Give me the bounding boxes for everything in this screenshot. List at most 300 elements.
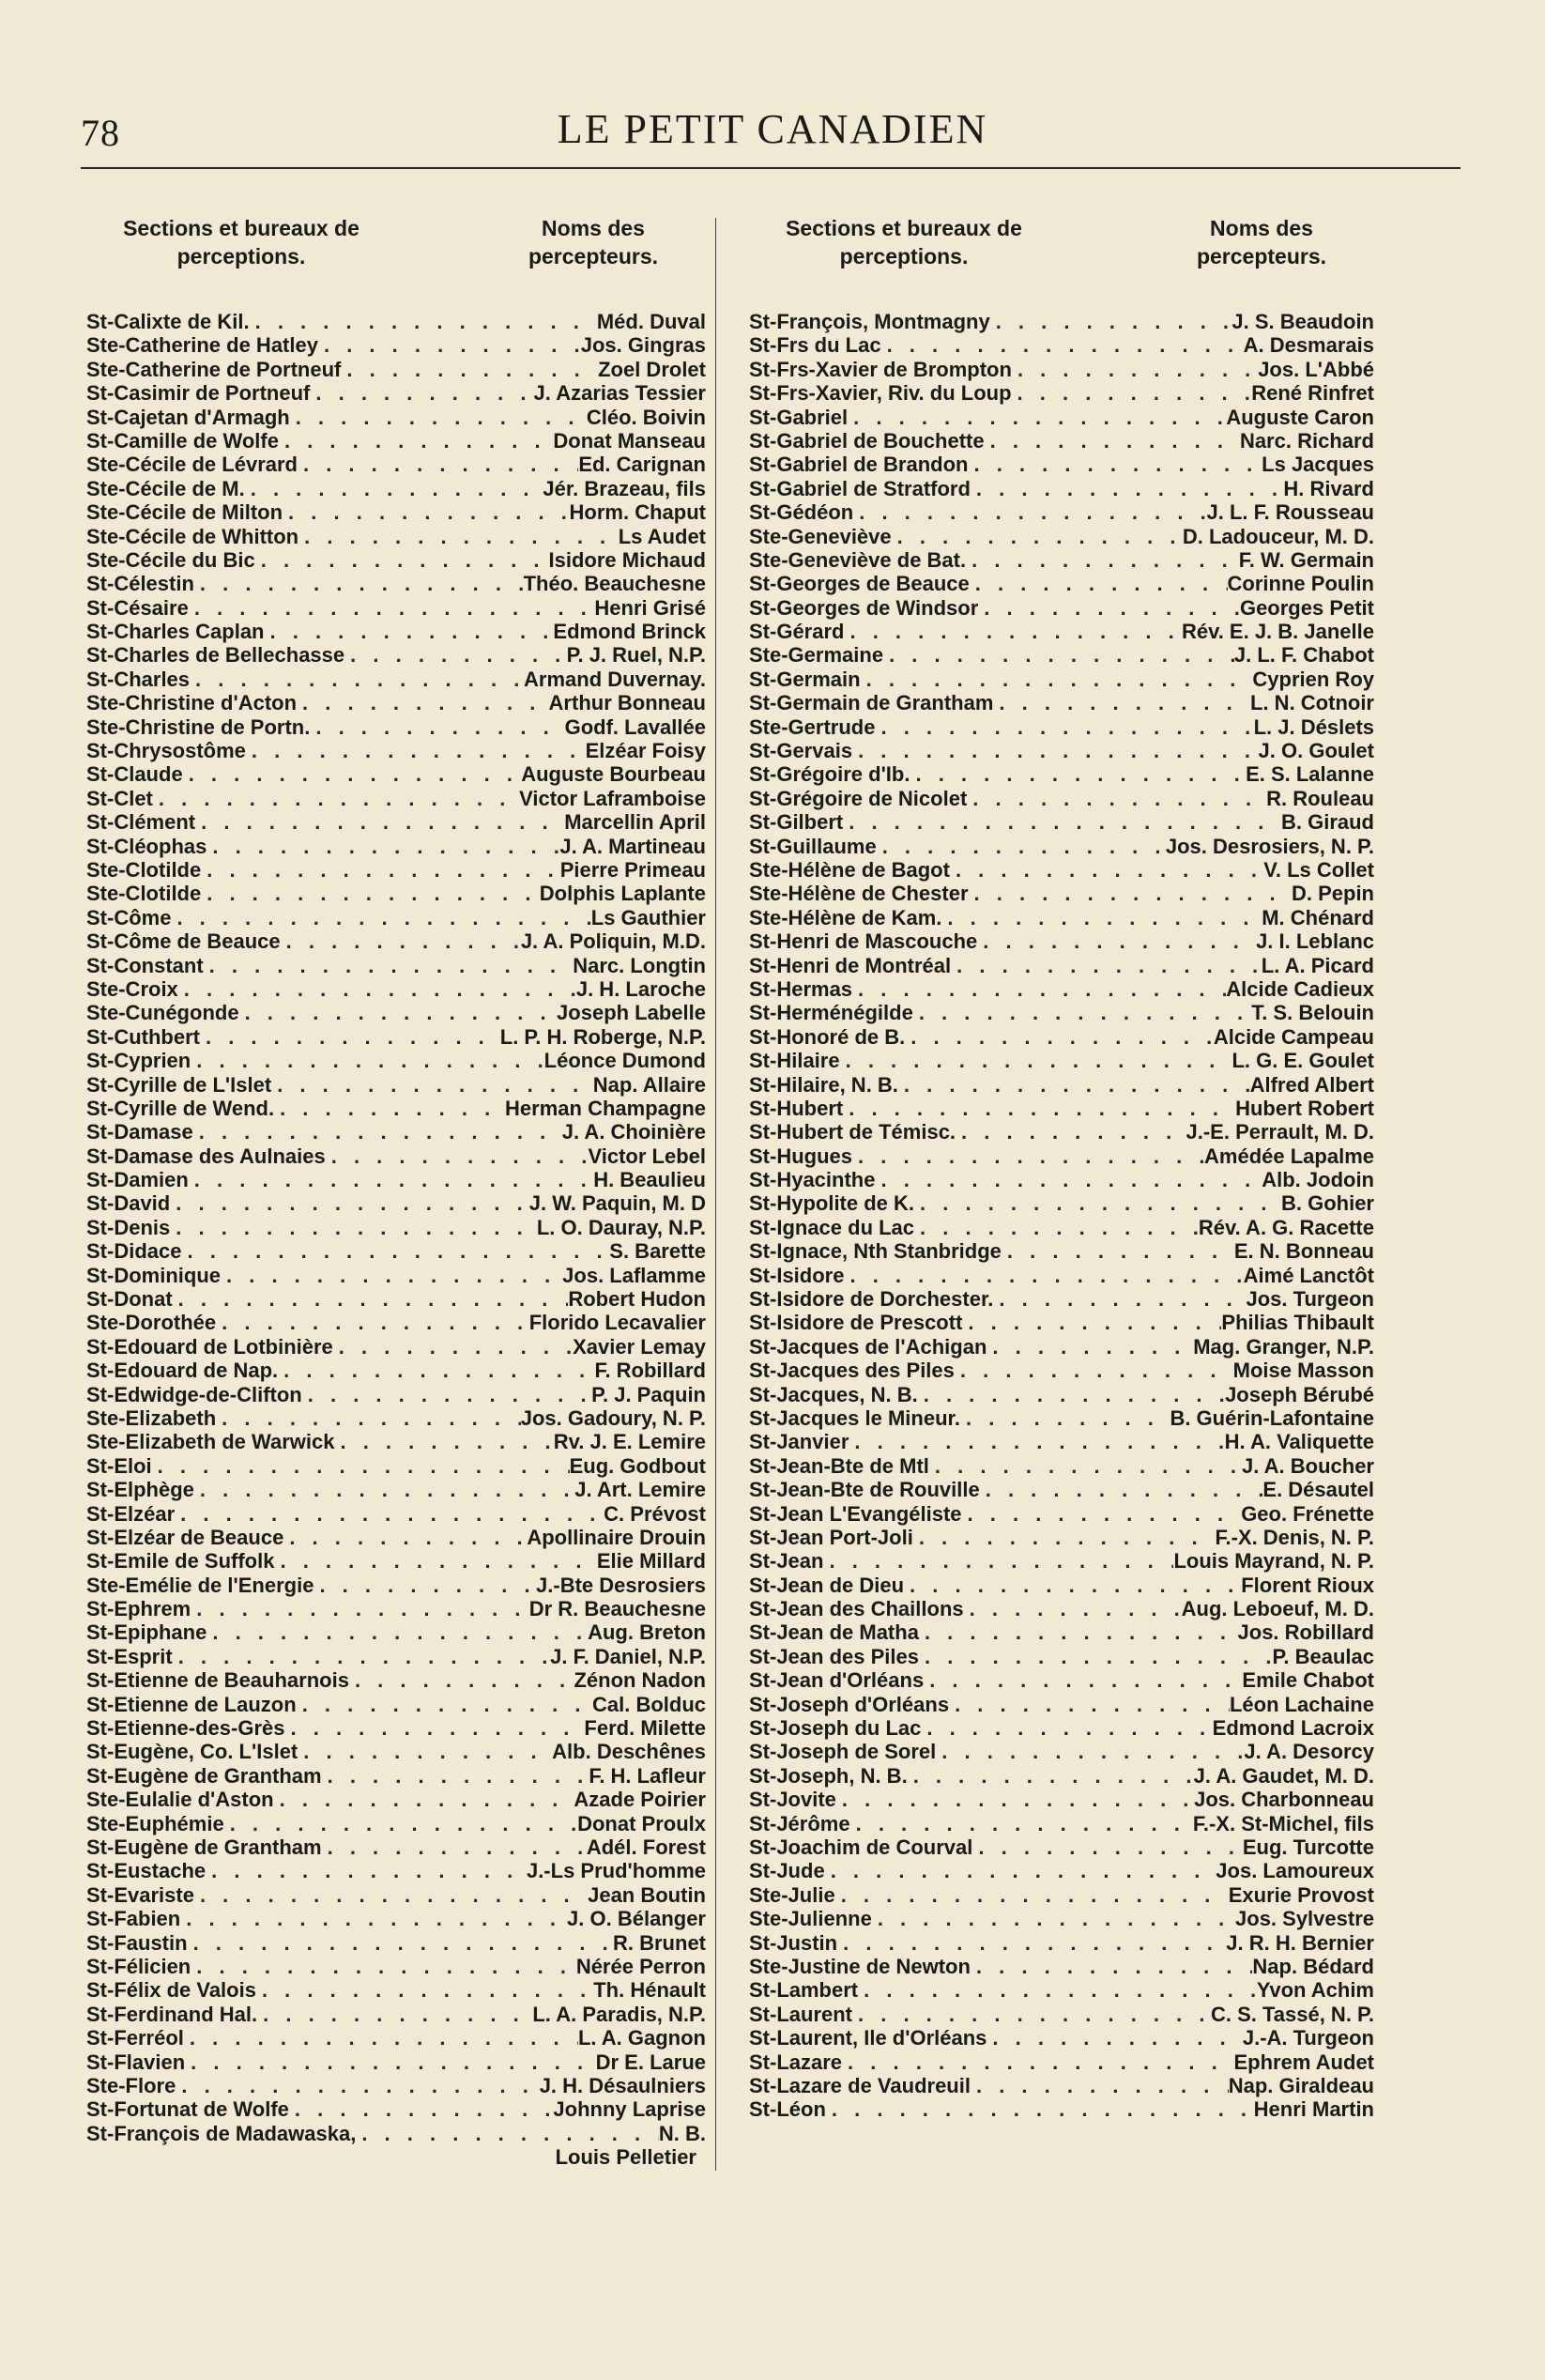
entry-row: [86, 1907, 706, 1930]
entry-row: [749, 739, 1374, 762]
entry-row: [86, 1883, 706, 1907]
entry-row: [86, 858, 706, 882]
dot-leader: [333, 1335, 573, 1359]
dot-leader: [298, 453, 578, 476]
collector-name: B. Giraud: [1280, 810, 1374, 835]
section-name: St-Jovite: [749, 1788, 836, 1812]
dot-leader: [201, 882, 540, 905]
section-name: St-Côme: [86, 905, 172, 929]
section-name: St-Laurent: [749, 2002, 852, 2026]
section-name: St-Isidore de Dorchester.: [749, 1287, 994, 1312]
collector-name: C. S. Tassé, N. P.: [1210, 2002, 1374, 2026]
collector-name: J. H. Désaulniers: [539, 2073, 706, 2097]
entry-row: [86, 739, 706, 762]
dot-leader: [190, 668, 524, 691]
dot-leader: [185, 2050, 595, 2074]
section-name: St-Cyrille de L'Islet: [86, 1072, 272, 1097]
dot-leader: [914, 1216, 1199, 1239]
section-name: St-Flavien: [86, 2050, 186, 2074]
dot-leader: [193, 1120, 562, 1144]
collector-name: Aimé Lanctôt: [1243, 1263, 1374, 1287]
dot-leader: [971, 477, 1283, 500]
entry-row: [749, 453, 1374, 476]
collectors-heading: Noms des percepteurs.: [528, 216, 659, 269]
dot-leader: [950, 858, 1263, 882]
dot-leader: [919, 1645, 1273, 1668]
entry-row: [86, 2050, 706, 2074]
dot-leader: [836, 1788, 1194, 1811]
section-name: St-Gervais: [749, 739, 853, 763]
section-name: St-Cléophas: [86, 834, 207, 858]
entry-row: [749, 1502, 1374, 1526]
entry-row: [86, 1454, 706, 1478]
collector-name: Aug. Leboeuf, M. D.: [1181, 1597, 1374, 1621]
entry-row: [749, 1788, 1374, 1811]
section-name: St-Cuthbert: [86, 1024, 200, 1049]
section-name: St-Guillaume: [749, 834, 877, 858]
collector-name: Hubert Robert: [1235, 1096, 1374, 1120]
dot-leader: [969, 882, 1292, 905]
dot-leader: [290, 406, 587, 429]
dot-leader: [980, 1478, 1263, 1501]
collector-name: Robert Hudon: [568, 1287, 706, 1312]
entry-row: [86, 1144, 706, 1168]
collector-name: Léonce Dumond: [543, 1049, 706, 1073]
dot-leader: [949, 1693, 1230, 1716]
entry-row: [86, 2003, 706, 2026]
dot-leader: [962, 1502, 1242, 1526]
section-name: St-Jacques le Mineur.: [749, 1405, 960, 1430]
collector-name: Nérée Perron: [575, 1954, 706, 1978]
dot-leader: [191, 1597, 528, 1620]
entry-row: [86, 1740, 706, 1763]
section-name: Ste-Julie: [749, 1882, 835, 1907]
collector-name: Xavier Lemay: [573, 1334, 706, 1359]
dot-leader: [852, 739, 1258, 762]
section-name: St-Césaire: [86, 595, 189, 620]
section-name: St-Joseph d'Orléans: [749, 1692, 950, 1716]
dot-leader: [297, 691, 549, 714]
entry-row: [749, 1907, 1374, 1930]
section-name: St-Charles de Bellechasse: [86, 643, 345, 668]
dot-leader: [990, 310, 1232, 333]
collector-name: Jos. Robillard: [1237, 1620, 1374, 1645]
entry-row: [86, 1264, 706, 1287]
entry-row: [86, 1716, 706, 1740]
collector-name: Georges Petit: [1239, 595, 1374, 620]
entry-row: [749, 643, 1374, 667]
section-name: St-Jean de Dieu: [749, 1573, 905, 1597]
dot-leader: [326, 1144, 589, 1168]
dot-leader: [265, 620, 554, 643]
collector-name: Auguste Caron: [1226, 405, 1374, 429]
entry-row: [86, 1835, 706, 1859]
collector-name: Auguste Bourbeau: [521, 762, 706, 787]
dot-leader: [924, 1668, 1242, 1692]
collector-name: J. Art. Lemire: [574, 1478, 706, 1502]
entry-row: [749, 1287, 1374, 1311]
collector-name: Azade Poirier: [574, 1788, 706, 1812]
collector-name: Rév. A. G. Racette: [1198, 1215, 1374, 1239]
dot-leader: [285, 1716, 585, 1740]
entry-row: [749, 1716, 1374, 1740]
section-name: St-Esprit: [86, 1644, 173, 1668]
dot-leader: [281, 929, 521, 953]
section-name: St-Jean L'Evangéliste: [749, 1501, 962, 1526]
dot-leader: [858, 1978, 1257, 2002]
collector-name: F. H. Lafleur: [589, 1763, 706, 1788]
dot-leader: [977, 929, 1256, 953]
collector-name: Zoel Drolet: [598, 357, 706, 381]
collector-name: Isidore Michaud: [548, 547, 706, 572]
entry-row: [749, 2003, 1374, 2026]
entry-row: [86, 787, 706, 810]
collector-name: Armand Duvernay.: [524, 667, 706, 691]
dot-leader: [936, 1740, 1244, 1763]
collector-name: Herman Champagne: [505, 1096, 706, 1120]
section-name: St-Jean des Piles: [749, 1644, 919, 1668]
entry-row: [86, 1978, 706, 2002]
entry-row: [86, 596, 706, 620]
section-name: St-Jude: [749, 1859, 825, 1883]
collector-name: Jos. L'Abbé: [1258, 357, 1374, 381]
section-name: St-Georges de Windsor: [749, 595, 979, 620]
collector-name: Jos. Desrosiers, N. P.: [1165, 834, 1374, 858]
dot-leader: [278, 1359, 594, 1382]
dot-leader: [875, 1168, 1262, 1191]
collector-name: Marcellin April: [564, 810, 706, 835]
entry-row: [749, 2074, 1374, 2097]
dot-leader: [322, 1764, 589, 1788]
collector-name: D. Pepin: [1291, 882, 1374, 906]
entry-row: [86, 1430, 706, 1453]
entry-row: [86, 643, 706, 667]
collector-name: Pierre Primeau: [559, 857, 706, 882]
section-name: St-Damien: [86, 1168, 189, 1192]
section-name: St-Félix de Valois: [86, 1978, 256, 2003]
section-name: Ste-Geneviève: [749, 524, 892, 548]
entry-row: [749, 1335, 1374, 1359]
collector-name: J. W. Paquin, M. D: [528, 1191, 706, 1216]
entry-row: [86, 691, 706, 714]
column-divider: [715, 218, 716, 2171]
collector-name: Horm. Chaput: [569, 500, 706, 525]
dot-leader: [245, 477, 543, 500]
entry-row: [749, 2097, 1374, 2121]
collector-name: Corinne Poulin: [1227, 572, 1374, 596]
collector-name: F.-X. St-Michel, fils: [1192, 1811, 1374, 1835]
collector-name: Léon Lachaine: [1229, 1692, 1374, 1716]
entry-row: [86, 1120, 706, 1144]
collector-name: Godf. Lavallée: [564, 714, 706, 739]
collector-name: Cyprien Roy: [1252, 667, 1374, 691]
collector-name: Ls Audet: [618, 524, 706, 548]
entry-row: [749, 882, 1374, 905]
section-name: St-Gilbert: [749, 810, 844, 835]
dot-leader: [971, 1955, 1252, 1978]
section-name: St-Henri de Mascouche: [749, 929, 978, 954]
section-name: St-Jérôme: [749, 1811, 850, 1835]
dot-leader: [257, 2003, 532, 2026]
entry-row: [749, 500, 1374, 524]
collector-name: L. G. E. Goulet: [1231, 1049, 1374, 1073]
dot-leader: [905, 1025, 1214, 1049]
dot-leader: [298, 525, 619, 548]
entry-row: [86, 1216, 706, 1239]
collector-name: J. A. Choinière: [561, 1120, 706, 1144]
dot-leader: [314, 1574, 536, 1597]
section-name: St-Hyacinthe: [749, 1168, 876, 1192]
dot-leader: [178, 977, 576, 1001]
section-name: St-Gabriel de Stratford: [749, 476, 971, 500]
collector-name: Dr E. Larue: [595, 2050, 706, 2074]
collector-name: Edmond Brinck: [553, 620, 706, 644]
dot-leader: [842, 2050, 1233, 2074]
entry-row: [86, 1311, 706, 1334]
collector-name: F. Robillard: [594, 1359, 706, 1383]
collector-name: Amédée Lapalme: [1204, 1144, 1374, 1168]
entry-row: [86, 1335, 706, 1359]
dot-leader: [987, 2026, 1242, 2050]
dot-leader: [221, 1264, 562, 1287]
dot-leader: [189, 596, 595, 620]
collector-name: Henri Grisé: [594, 595, 706, 620]
dot-leader: [194, 1478, 574, 1501]
entry-row: [749, 1311, 1374, 1334]
entry-row: [749, 310, 1374, 333]
entry-row: [749, 406, 1374, 429]
section-name: St-Laurent, Ile d'Orléans: [749, 2026, 987, 2050]
entry-row: [749, 787, 1374, 810]
entry-row: [86, 2074, 706, 2097]
collector-name: Ferd. Milette: [584, 1716, 706, 1741]
dot-leader: [951, 954, 1262, 977]
entry-row: [749, 1025, 1374, 1049]
section-name: St-Ignace, Nth Stanbridge: [749, 1239, 1002, 1264]
section-name: St-Frs du Lac: [749, 333, 881, 358]
section-name: Ste-Hélène de Bagot: [749, 857, 950, 882]
section-name: St-Ferdinand Hal.: [86, 2002, 258, 2026]
section-name: St-Hypolite de K.: [749, 1191, 915, 1216]
collector-name: Johnny Laprise: [553, 2097, 706, 2122]
section-name: St-Frs-Xavier, Riv. du Loup: [749, 381, 1012, 406]
section-name: St-Edwidge-de-Clifton: [86, 1382, 302, 1406]
dot-leader: [971, 2074, 1229, 2097]
dot-leader: [322, 1835, 587, 1859]
dot-leader: [1012, 358, 1258, 381]
section-name: St-Damase des Aulnaies: [86, 1144, 326, 1168]
entry-row: [749, 548, 1374, 572]
entry-row: [749, 1191, 1374, 1215]
section-name: Ste-Catherine de Hatley: [86, 333, 318, 358]
section-name: St-Eustache: [86, 1859, 207, 1883]
entry-row: [86, 1645, 706, 1668]
entry-row: [749, 1883, 1374, 1907]
collector-name: Louis Mayrand, N. P.: [1173, 1549, 1374, 1574]
collector-name: L. P. H. Roberge, N.P.: [499, 1024, 706, 1049]
dot-leader: [852, 977, 1226, 1001]
dot-leader: [985, 429, 1240, 453]
entry-row: [749, 2026, 1374, 2050]
dot-leader: [318, 333, 581, 357]
collector-name: Adél. Forest: [586, 1835, 706, 1859]
dot-leader: [966, 548, 1239, 572]
section-name: St-Jacques des Piles: [749, 1359, 955, 1383]
collector-name: Jos. Turgeon: [1246, 1287, 1374, 1312]
collector-name: Narc. Richard: [1239, 428, 1374, 453]
entry-row: [749, 977, 1374, 1001]
section-name: St-Herménégilde: [749, 1001, 913, 1025]
entry-row: [749, 810, 1374, 834]
dot-leader: [191, 1049, 543, 1072]
entry-row: [749, 596, 1374, 620]
entry-row: [86, 1788, 706, 1811]
section-name: Ste-Hélène de Chester: [749, 882, 969, 906]
section-name: St-Ferréol: [86, 2026, 184, 2050]
collector-name: L. A. Gagnon: [577, 2026, 706, 2050]
entry-row: [86, 954, 706, 977]
dot-leader: [910, 762, 1246, 786]
collector-name: C. Prévost: [604, 1501, 706, 1526]
collector-name: Ephrem Audet: [1233, 2050, 1374, 2074]
section-name: Ste-Elizabeth: [86, 1405, 217, 1430]
dot-leader: [184, 2026, 578, 2050]
entry-row: [749, 1597, 1374, 1620]
dot-leader: [173, 1287, 569, 1311]
collector-name: Narc. Longtin: [573, 953, 706, 977]
collector-name: E. N. Bonneau: [1233, 1239, 1374, 1264]
collector-name: E. S. Lalanne: [1246, 762, 1374, 787]
dot-leader: [206, 1859, 527, 1882]
section-name: St-Justin: [749, 1930, 838, 1955]
dot-leader: [853, 500, 1206, 524]
running-head: LE PETIT CANADIEN: [557, 106, 988, 152]
entry-row: [86, 1502, 706, 1526]
dot-leader: [962, 1311, 1221, 1334]
section-name: St-Edouard de Lotbinière: [86, 1334, 333, 1359]
dot-leader: [848, 406, 1226, 429]
dot-leader: [349, 1668, 574, 1692]
dot-leader: [852, 2003, 1211, 2026]
collector-name: H. Rivard: [1283, 476, 1374, 500]
collector-name: Joseph Bérubé: [1225, 1382, 1374, 1406]
collector-name: A. Desmarais: [1243, 333, 1374, 358]
collector-name: Alcide Cadieux: [1226, 976, 1374, 1001]
entry-row: [749, 858, 1374, 882]
dot-leader: [189, 1168, 593, 1191]
collector-name: J.-E. Perrault, M. D.: [1186, 1120, 1374, 1144]
dot-leader: [955, 1359, 1233, 1382]
collector-name: L. J. Déslets: [1253, 714, 1374, 739]
collector-name: F.-X. Denis, N. P.: [1215, 1525, 1374, 1549]
collector-name: J. F. Daniel, N.P.: [550, 1644, 706, 1668]
dot-leader: [914, 1191, 1281, 1215]
collector-name: J.-Ls Prud'homme: [526, 1859, 706, 1883]
collector-name: J. L. F. Rousseau: [1206, 500, 1374, 525]
dot-leader: [180, 1907, 567, 1930]
dot-leader: [207, 835, 559, 858]
entry-row: [749, 762, 1374, 786]
dot-leader: [850, 1812, 1193, 1835]
section-name: St-Evariste: [86, 1882, 194, 1907]
collector-name: Henri Martin: [1253, 2097, 1374, 2122]
entry-row: [749, 1239, 1374, 1263]
collector-name: Philias Thibault: [1221, 1311, 1374, 1335]
dot-leader: [271, 1073, 593, 1097]
entry-row: [86, 1478, 706, 1501]
entry-row: [749, 929, 1374, 953]
entry-row: [749, 1764, 1374, 1788]
dot-leader: [993, 1287, 1246, 1311]
entry-row: [749, 1812, 1374, 1835]
collector-name: J. A. Gaudet, M. D.: [1193, 1763, 1374, 1788]
dot-leader: [191, 1955, 576, 1978]
entry-row: [86, 1287, 706, 1311]
dot-leader: [883, 643, 1234, 667]
section-name: St-Clet: [86, 786, 153, 810]
section-name: St-Faustin: [86, 1930, 188, 1955]
entry-row: [749, 1383, 1374, 1406]
dot-leader: [283, 500, 570, 524]
section-name: St-Damase: [86, 1120, 193, 1144]
entry-row: [749, 1478, 1374, 1501]
dot-leader: [204, 954, 574, 977]
section-name: St-Donat: [86, 1287, 173, 1312]
section-name: St-Fabien: [86, 1907, 181, 1931]
dot-leader: [246, 739, 586, 762]
entry-row: [86, 525, 706, 548]
entry-row: [86, 1406, 706, 1430]
dot-leader: [334, 1430, 553, 1453]
dot-leader: [964, 1597, 1182, 1620]
section-name: St-Isidore de Prescott: [749, 1311, 963, 1335]
section-name: St-Jean d'Orléans: [749, 1668, 925, 1693]
section-name: St-Germain de Grantham: [749, 691, 994, 715]
collector-name: René Rinfret: [1251, 381, 1374, 406]
entry-row: [86, 1168, 706, 1191]
entry-row: [749, 1168, 1374, 1191]
dot-leader: [835, 1883, 1229, 1907]
dot-leader: [194, 1883, 588, 1907]
right-entry-list: [749, 310, 1374, 2122]
collector-name: J. A. Desorcy: [1244, 1740, 1374, 1764]
dot-leader: [929, 1454, 1242, 1478]
section-name: Ste-Cécile de M.: [86, 476, 245, 500]
dot-leader: [302, 1383, 591, 1406]
entry-row: [86, 1049, 706, 1072]
collector-name: F. W. Germain: [1238, 547, 1374, 572]
right-column-header: [749, 214, 1374, 270]
entry-row: [86, 835, 706, 858]
entry-row: [749, 1097, 1374, 1120]
entry-row: [86, 310, 706, 333]
entry-row: [749, 1454, 1374, 1478]
entry-row: [749, 1955, 1374, 1978]
section-name: St-Didace: [86, 1239, 182, 1264]
section-name: St-Edouard de Nap.: [86, 1359, 279, 1383]
section-name: St-Etienne de Lauzon: [86, 1692, 297, 1716]
collector-name: Edmond Lacroix: [1212, 1716, 1374, 1741]
entry-row: [86, 1359, 706, 1382]
section-name: St-Etienne-des-Grès: [86, 1716, 285, 1741]
dot-leader: [826, 2097, 1254, 2121]
entry-row: [749, 1264, 1374, 1287]
collector-name: Elzéar Foisy: [585, 739, 706, 763]
collector-name: Emile Chabot: [1242, 1668, 1374, 1693]
entry-row: [86, 548, 706, 572]
collector-name: Jos. Sylvestre: [1235, 1907, 1374, 1931]
collector-name: Nap. Bédard: [1252, 1954, 1374, 1978]
